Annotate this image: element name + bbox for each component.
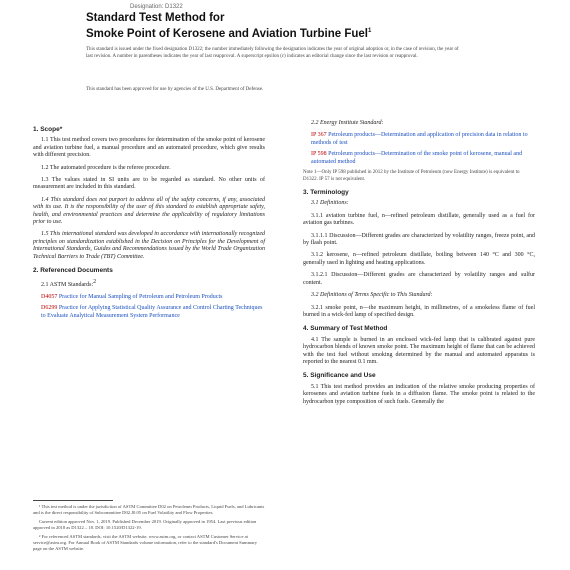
section-heading-significance: 5. Significance and Use (303, 372, 376, 380)
section-heading-terminology: 3. Terminology (303, 189, 349, 197)
title-line-2: Smoke Point of Kerosene and Aviation Turbine Fuel$^1$ (86, 27, 372, 40)
reference-code[interactable]: IP 367 (311, 132, 327, 139)
title-footnote-mark: 1 (368, 28, 372, 34)
footnote-divider (33, 500, 113, 501)
left-column (33, 120, 265, 324)
designation: Designation: D1322 (130, 4, 183, 10)
section-heading-referenced-documents: 2. Referenced Documents (33, 267, 113, 275)
paragraph-1-3: 1.3 The values stated in SI units are to be regarded as standard. No other units of measurement are included in this standard. (33, 177, 265, 191)
reference-title-link[interactable]: Practice for Applying Statistical Quality Assurance and Control Charting Techniques to Evaluate Analytical Measurement System Performance (41, 305, 263, 319)
reference-title-link[interactable]: Practice for Manual Sampling of Petroleum and Petroleum Products (58, 293, 223, 300)
dod-notice: This standard has been approved for use by agencies of the U.S. Department of Defense. (86, 87, 264, 92)
paragraph-3-2-1: 3.2.1 smoke point, n—the maximum height, in millimetres, of a smokeless flame of fuel burned in a wick-fed lamp of specified design. (303, 304, 535, 318)
title-line-1: Standard Test Method for (86, 12, 225, 24)
paragraph-3-1: 3.1 Definitions: (311, 200, 349, 207)
paragraph-2-2: 2.2 Energy Institute Standard: (311, 120, 384, 126)
paragraph-3-1-2: 3.1.2 kerosene, n—refined petroleum distillate, boiling between 140 °C and 300 °C, generally used in lighting and heating applications. (303, 252, 535, 266)
reference-title-link[interactable]: Petroleum products—Determination of the smoke point of kerosene, manual and automated method (311, 151, 523, 165)
footnote-2: ² For referenced ASTM standards, visit the ASTM website, www.astm.org, or contact ASTM Customer Service at service@astm.org. For Annual Book of ASTM Standards volume information, refer to the standard's Document Summary page on the ASTM website. (33, 534, 258, 551)
paragraph-4-1: 4.1 The sample is burned in an enclosed wick-fed lamp that is calibrated against pure hydrocarbon blends of known smoke point. The maximum height of flame that can be achieved with the test fuel without smoking determined by the manual and automated apparatus is reported to the nearest 0.1 mm. (303, 336, 535, 365)
paragraph-3-1-1: 3.1.1 aviation turbine fuel, n—refined petroleum distillate, generally used as a fuel for aviation gas turbines. (303, 212, 535, 227)
reference-d6299[interactable] (41, 305, 265, 320)
footnotes (33, 504, 265, 555)
footnote-1: ¹ This test method is under the jurisdiction of ASTM Committee D02 on Petroleum Products, Liquid Fuels, and Lubricants and is the direct responsibility of Subcommittee D02.J0.05 on Fuel Volatility and Flow Properties. (33, 504, 265, 515)
note-1: Note 1—Only IP 598 published in 2012 by the Institute of Petroleum (now Energy Institute) is equivalent to D1322. IP 57 is not equivalent. (303, 170, 520, 182)
paragraph-3-2: 3.2 Definitions of Terms Specific to This Standard: (311, 292, 433, 299)
paragraph-1-5: 1.5 This international standard was developed in accordance with internationally recognized principles on standardization established in the Decision on Principles for the Development of International Standards, Guides and Recommendations issued by the World Trade Organization Technical Barriers to Trade (TBT) Committee. (33, 231, 265, 260)
reference-ip-598[interactable] (311, 151, 535, 166)
page-title (86, 12, 506, 41)
paragraph-1-1: 1.1 This test method covers two procedures for determination of the smoke point of kerosene and aviation turbine fuel, a manual procedure and an automated procedure, which give results with different precision. (33, 137, 265, 159)
right-column (303, 120, 535, 411)
reference-code[interactable]: D4057 (41, 293, 58, 300)
reference-code[interactable]: IP 598 (311, 151, 327, 158)
reference-d4057[interactable] (41, 294, 265, 301)
reference-ip-367[interactable] (311, 132, 535, 147)
paragraph-1-4: 1.4 This standard does not purport to address all of the safety concerns, if any, associated with its use. It is the responsibility of the user of this standard to establish appropriate safety, health, and environmental practices and determine the applicability of regulatory limitations prior to use. (33, 196, 265, 226)
paragraph-2-1: 2.1 ASTM Standards:2 (41, 278, 97, 288)
section-heading-scope: 1. Scope* (33, 126, 63, 133)
paragraph-3-1-2-1: 3.1.2.1 Discussion—Different grades are characterized by volatility ranges and sulfur content. (303, 272, 535, 286)
reference-title-link[interactable]: Petroleum products—Determination and application of precision data in relation to methods of test (311, 132, 528, 146)
paragraph-3-1-1-1: 3.1.1.1 Discussion—Different grades are characterized by volatility ranges, freeze point, and by flash point. (303, 232, 535, 247)
section-heading-summary: 4. Summary of Test Method (303, 325, 388, 333)
reference-code[interactable]: D6299 (41, 305, 58, 312)
designation-notice: This standard is issued under the fixed designation D1322; the number immediately following the designation indicates the year of original adoption or, in the case of revision, the year of last revision. A number in parentheses indicates the year of last reapproval. A superscript epsilon (ε) indicates an editorial change since the last revision or reapproval. (86, 47, 459, 59)
paragraph-1-2: 1.2 The automated procedure is the referee procedure. (41, 164, 171, 171)
paragraph-5-1: 5.1 This test method provides an indication of the relative smoke producing properties of kerosenes and aviation turbine fuels in a diffusion flame. The smoke point is related to the hydrocarbon type composition of such fuels. Generally the (303, 383, 535, 405)
footnote-1-edition: Current edition approved Nov. 1, 2019. Published December 2019. Originally approved in 1954. Last previous edition approved in 2018 as D1322 – 18. DOI: 10.1520/D1322-19. (33, 519, 257, 530)
